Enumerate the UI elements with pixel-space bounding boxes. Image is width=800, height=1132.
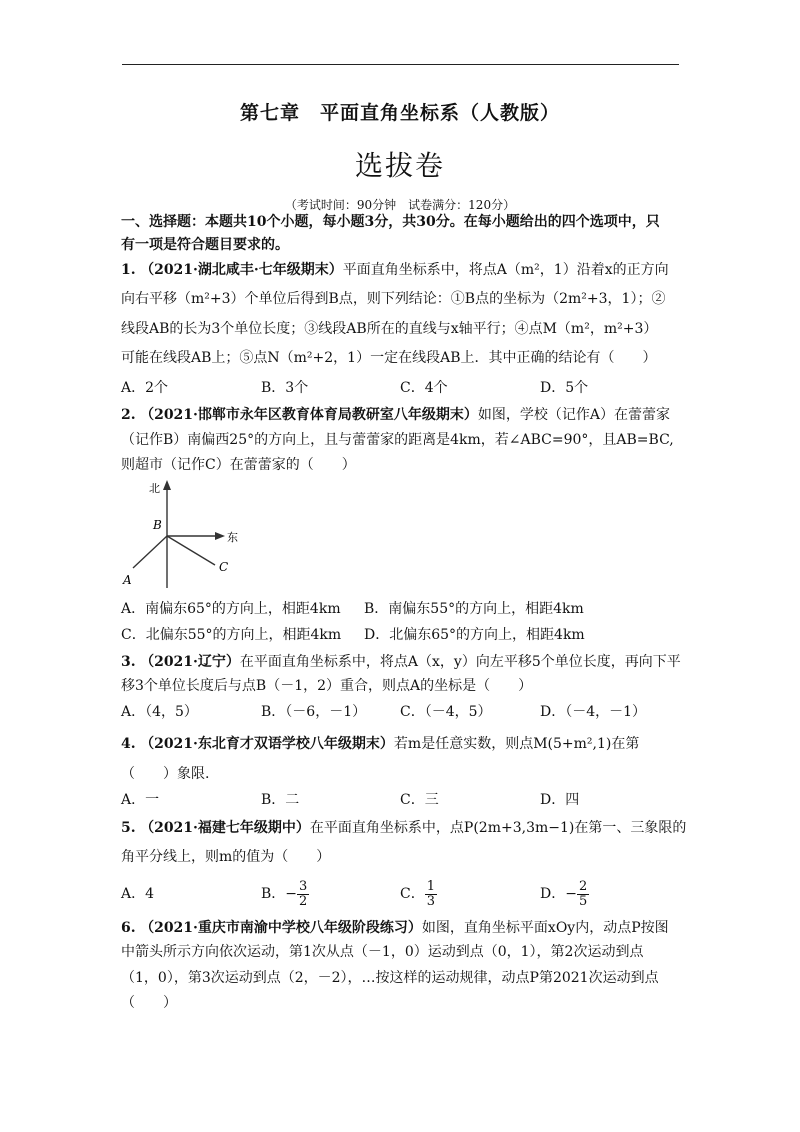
question-5-text: 在平面直角坐标系中，点P(2m+3,3m−1)在第一、三象限的 [309,820,687,836]
question-3-source: （2021·辽宁） [140,654,240,670]
question-3-line2: 移3个单位长度后与点B（－1，2）重合，则点A的坐标是（ ） [121,678,533,694]
question-2-option-d[interactable]: D．北偏东65°的方向上，相距4km [364,627,585,643]
question-5-option-d-denominator: 5 [578,893,588,909]
question-4-line2: （ ）象限. [121,766,210,782]
question-6-line4: （ ） [121,995,177,1011]
section-heading-line2: 有一项是符合题目要求的。 [121,237,289,253]
top-rule [122,64,679,65]
chapter-title: 第七章 平面直角坐标系（人教版） [239,102,560,124]
question-5-option-c-denominator: 3 [426,893,435,909]
question-2-number: 2. [121,407,136,423]
question-5-option-b-sign: − [285,886,298,902]
question-5-line1 [121,818,686,838]
exam-info: （考试时间：90分钟 试卷满分：120分） [284,198,516,212]
question-1-option-b[interactable]: B．3个 [261,380,309,396]
question-6-line2: 中箭头所示方向依次运动，第1次从点（－1，0）运动到点（0，1），第2次运动到点 [121,944,644,960]
question-4-option-d[interactable]: D．四 [540,792,580,808]
question-1-line4: 可能在线段AB上；⑤点N（m²+2，1）一定在线段AB上．其中正确的结论有（ ） [121,350,657,366]
north-label: 北 [149,482,160,495]
question-3-text: 在平面直角坐标系中，将点A（x，y）向左平移5个单位长度，再向下平 [239,654,681,670]
question-4-source: （2021·东北育才双语学校八年级期末） [140,736,394,752]
question-6-line3: （1，0），第3次运动到点（2，－2），…按这样的运动规律，动点P第2021次运动到点 [121,970,659,986]
question-2-text: 如图，学校（记作A）在蕾蕾家 [477,407,671,423]
question-4-option-b[interactable]: B．二 [261,792,300,808]
point-c-label: C [219,560,229,574]
question-5-option-d[interactable] [540,874,589,914]
question-2-line3: 则超市（记作C）在蕾蕾家的（ ） [121,457,356,473]
question-1-line2: 向右平移（m²+3）个单位后得到B点，则下列结论：①B点的坐标为（2m²+3，1）；② [121,291,666,307]
paper-subtitle: 选拔卷 [354,149,445,182]
question-5-line2: 角平分线上，则m的值为（ ） [121,849,331,865]
question-5-option-b-label: B． [261,886,286,902]
question-2-option-c[interactable]: C．北偏东55°的方向上，相距4km [121,627,342,643]
question-5-option-c[interactable] [400,874,437,914]
question-1-option-c[interactable]: C．4个 [400,380,448,396]
question-5-option-a[interactable]: A．4 [121,886,155,902]
north-arrowhead [163,480,171,490]
question-5-option-c-numerator: 1 [426,878,435,894]
question-5-option-d-label: D． [540,886,566,902]
question-3-option-c[interactable]: C．（－4，5） [400,704,492,720]
question-4-line1 [121,734,639,754]
question-6-source: （2021·重庆市南渝中学校八年级阶段练习） [140,920,422,936]
question-1-line3: 线段AB的长为3个单位长度；③线段AB所在的直线与x轴平行；④点M（m²，m²+3） [121,321,658,337]
question-4-text: 若m是任意实数，则点M(5+m²,1)在第 [393,736,640,752]
question-4-option-a[interactable]: A．一 [121,792,160,808]
question-5-option-b-fraction [297,880,309,909]
question-5-option-d-fraction [577,880,589,909]
question-1-text: 平面直角坐标系中，将点A（m²，1）沿着x的正方向 [342,262,669,278]
point-a-label: A [123,573,132,587]
question-3-number: 3. [121,654,136,670]
question-5-option-b-denominator: 2 [299,893,308,909]
question-3-option-d[interactable]: D．（－4，－1） [540,704,647,720]
east-arrowhead [215,532,225,540]
segment-bc [167,536,215,565]
question-6-line1 [121,918,669,938]
question-2-line1 [121,405,670,425]
question-5-option-b[interactable] [261,874,309,914]
question-2-source: （2021·邯郸市永年区教育体育局教研室八年级期末） [140,407,478,423]
section-heading-line1: 一、选择题：本题共10个小题，每小题3分，共30分。在每小题给出的四个选项中，只 [121,214,660,230]
question-1-option-a[interactable]: A．2个 [121,380,169,396]
question-5-number: 5. [121,820,136,836]
question-5-option-c-fraction [425,880,437,909]
east-label: 东 [227,531,238,544]
question-3-line1 [121,652,681,672]
question-5-source: （2021·福建七年级期中） [140,820,310,836]
question-5-option-b-numerator: 3 [299,878,308,894]
question-3-option-a[interactable]: A．（4，5） [121,704,198,720]
question-6-text: 如图，直角坐标平面xOy内，动点P按图 [421,920,669,936]
question-2-option-b[interactable]: B．南偏东55°的方向上，相距4km [364,601,584,617]
question-5-option-d-sign: − [565,886,577,902]
point-b-label: B [153,518,162,532]
question-5-option-c-label: C． [400,886,425,902]
question-2-option-a[interactable]: A．南偏东65°的方向上，相距4km [121,601,341,617]
question-1-number: 1. [121,262,136,278]
question-1-option-d[interactable]: D．5个 [540,380,589,396]
question-1-source: （2021·湖北咸丰·七年级期末） [140,262,343,278]
direction-diagram [121,478,251,590]
question-4-option-c[interactable]: C．三 [400,792,439,808]
segment-ba [133,536,167,568]
question-3-option-b[interactable]: B．（－6，－1） [261,704,367,720]
question-4-number: 4. [121,736,136,752]
question-5-option-d-numerator: 2 [578,878,588,894]
question-2-line2: （记作B）南偏西25°的方向上，且与蕾蕾家的距离是4km，若∠ABC=90°，且AB=BC, [121,432,674,448]
question-6-number: 6. [121,920,136,936]
question-1-line1 [121,260,669,280]
